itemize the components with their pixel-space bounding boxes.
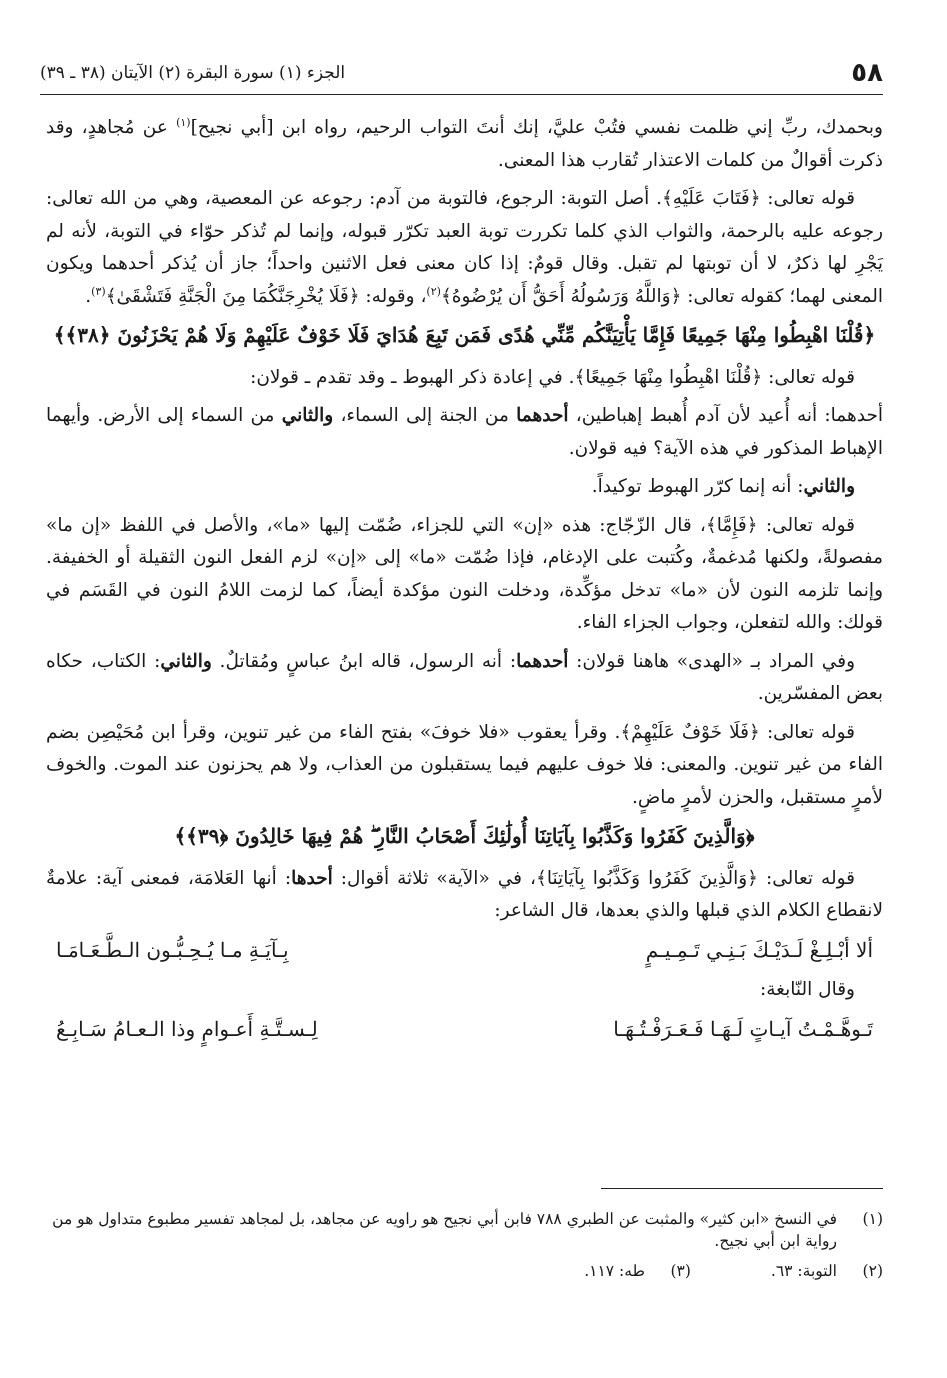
- text-run: : أنه الرسول، قاله ابنُ عباسٍ ومُقاتلٌ.: [211, 650, 517, 672]
- footnote-number: (٢): [862, 1262, 883, 1280]
- text-run: أحدهما: أنه أُعيد لأن آدم أُهبط إهباطين،: [568, 405, 884, 426]
- paragraph: وقال النّابغة:: [760, 979, 855, 1000]
- paragraph: [46, 400, 883, 465]
- bold-term: والثاني: [160, 650, 212, 672]
- paragraph: [46, 471, 883, 504]
- text-run: قوله تعالى: ﴿وَالَّذِينَ كَفَرُوا وَكَذَّبُوا بِآيَاتِنَا﴾، في «الآية» ثلاثة أقوال:: [332, 867, 855, 889]
- footnotes: [46, 1208, 883, 1282]
- paragraph: [46, 646, 883, 711]
- bold-term: والثاني: [281, 405, 334, 426]
- poem-line: [46, 1013, 883, 1046]
- footnote-text: في النسخ «ابن كثير» والمثبت عن الطبري ٧٨٨ فابن أبي نجيح هو راويه عن مجاهد، بل لمجاهد تفسير مطبوع متداول هو من رواية ابن أبي نجيح.: [52, 1210, 837, 1250]
- bold-term: أحدهما: [516, 405, 569, 426]
- text-run: : أنه إنما كرّر الهبوط توكيداً.: [591, 476, 804, 497]
- footnote-ref: (٣): [91, 284, 106, 298]
- poem-hemistich: تَـوهَّـمْـتُ آيـاتٍ لَـهَـا فَـعَـرَفْـتُـهَـا: [613, 1016, 873, 1041]
- text-run: وبحمدك، ربِّ إني ظلمت نفسي فتُبْ عليَّ، إنك أنتَ التواب الرحيم، رواه ابن [أبي نجيح]: [190, 117, 883, 138]
- footnote-ref: (٢): [426, 284, 441, 298]
- footnote: [584, 1260, 691, 1282]
- footnote-number: (٣): [670, 1262, 691, 1280]
- main-text: [46, 112, 883, 1053]
- bold-term: أحدها: [291, 867, 333, 889]
- header-rule: [40, 94, 883, 95]
- text-run: من الجنة إلى السماء،: [333, 405, 517, 426]
- poem-hemistich: ألا أبْـلِـغْ لَـدَيْـكَ بَـنِـي تَـمِـيـمٍ: [645, 937, 873, 962]
- quran-verse: ﴿قُلْنَا اهْبِطُوا مِنْهَا جَمِيعًا فَإِمَّا يَأْتِيَنَّكُم مِّنِّي هُدًى فَمَن تَبِعَ هُدَايَ فَلَا خَوْفٌ عَلَيْهِمْ وَلَا هُمْ يَحْزَنُونَ ﴿٣٨﴾﴾: [53, 323, 876, 347]
- footnote-text: طه: ١١٧.: [584, 1262, 645, 1280]
- text-run: عن مُجاهدٍ، وقد ذكرت أقوالٌ من كلمات الاعتذار تُقارب هذا المعنى.: [46, 117, 883, 171]
- footnote-text: التوبة: ٦٣.: [770, 1262, 837, 1280]
- text-run: قوله تعالى: ﴿فَتَابَ عَلَيْهِ﴾. أصل التوبة: الرجوع، فالتوبة من آدم: رجوعه عن المعصية، وهي من الله تعالى: رجوعه عليه بالرحمة، والثواب الذي كلما تكررت توبة العبد تكرّر قبوله، وإنما لم تُذكر حوّاء في التوبة، لأنه لم يَجْرِ لها ذكرٌ، لا أن توبتها لم تقبل. وقال قومٌ: إذا كان معنى فعل الاثنين واحداً؛ جاز أن يُذكر أحدهما ويكون المعنى لهما؛ كقوله تعالى: ﴿وَاللَّهُ وَرَسُولُهُ أَحَقُّ أَن يُرْضُوهُ﴾: [46, 188, 883, 307]
- quran-verse: ﴿وَالَّذِينَ كَفَرُوا وَكَذَّبُوا بِآيَاتِنَا أُولَٰئِكَ أَصْحَابُ النَّارِ ۖ هُمْ فِيهَا خَالِدُونَ ﴿٣٩﴾﴾: [174, 824, 755, 848]
- poem-line: [46, 934, 883, 967]
- footnote-ref: (١): [176, 115, 191, 129]
- paragraph: [46, 183, 883, 313]
- paragraph: قوله تعالى: ﴿فَإِمَّا﴾، قال الزّجّاج: هذه «إن» التي للجزاء، ضُمّت إليها «ما»، والأصل في اللفظ «إن ما» مفصولةً، ولكنها مُدغمةٌ، وكُتبت على الإدغام، فإذا ضُمّت «ما» إلى «إن» لزم الفعل النون الثقيلة أو الخفيفة. وإنما تلزمه النون لأن «ما» تدخل مؤكِّدة، ودخلت النون مؤكدة أيضاً، كما لزمت اللامُ النون في القَسَم في قولك: والله لتفعلن، وجواب الجزاء الفاء.: [46, 514, 883, 633]
- paragraph: [46, 863, 883, 928]
- text-run: : الكتاب، حكاه بعض المفسّرين.: [46, 650, 883, 704]
- paragraph: قوله تعالى: ﴿فَلَا خَوْفٌ عَلَيْهِمْ﴾. وقرأ يعقوب «فلا خوفَ» بفتح الفاء من غير تنوين، وقرأ ابن مُحَيْصِن بضم الفاء من غير تنوين. والمعنى: فلا خوف عليهم فيما يستقبلون من العذاب، ولا هم يحزنون عند الموت. والخوف لأمرٍ مستقبل، والحزن لأمرٍ ماضٍ.: [46, 721, 883, 808]
- text-run: من السماء إلى الأرض. وأيهما الإهباط المذكور في هذه الآية؟ فيه قولان.: [46, 405, 883, 459]
- footnote: [46, 1208, 883, 1252]
- poem-hemistich: لِـسـتَّـةِ أَعـوامٍ وذا الـعـامُ سَـابِـعُ: [56, 1016, 318, 1041]
- footnote-number: (١): [862, 1210, 883, 1228]
- footnote-rule: [601, 1188, 883, 1189]
- footnote-row: [46, 1260, 883, 1282]
- bold-term: والثاني: [803, 476, 855, 497]
- text-run: وفي المراد بـ «الهدى» هاهنا قولان:: [568, 650, 856, 672]
- paragraph: [46, 112, 883, 177]
- running-title: الجزء (١) سورة البقرة (٢) الآيتان (٣٨ ـ ٣٩): [40, 63, 346, 83]
- text-run: ، وقوله: ﴿فَلَا يُخْرِجَنَّكُمَا مِنَ الْجَنَّةِ فَتَشْقَىٰ﴾: [105, 285, 427, 307]
- paragraph: قوله تعالى: ﴿قُلْنَا اهْبِطُوا مِنْهَا جَمِيعًا﴾. في إعادة ذكر الهبوط ـ وقد تقدم ـ قولان:: [250, 366, 855, 388]
- page-header: [40, 58, 883, 88]
- poem-hemistich: بِـآيَـةِ مـا يُـحِـبُّـون الـطَّـعَـامَـا: [56, 937, 289, 962]
- page-number: ٥٨: [851, 58, 883, 88]
- bold-term: أحدهما: [516, 650, 569, 672]
- footnote: [771, 1260, 883, 1282]
- text-run: : أنها العَلامَة، فمعنى آية: علامةٌ لانقطاع الكلام الذي قبلها والذي بعدها، قال الشاعر:: [46, 867, 883, 921]
- text-run: .: [85, 285, 92, 307]
